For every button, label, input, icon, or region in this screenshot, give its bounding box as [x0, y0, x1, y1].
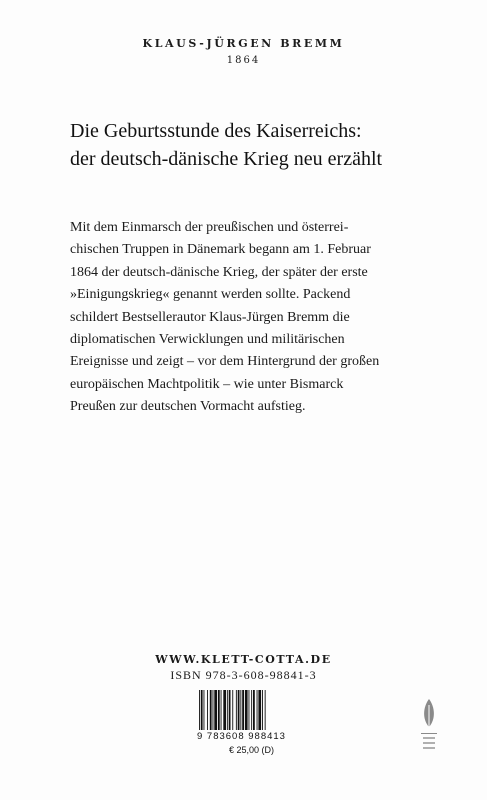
isbn-number: ISBN 978-3-608-98841-3: [170, 668, 317, 682]
blurb-line: europäischen Machtpolitik – wie unter Bismarck: [70, 376, 344, 392]
headline-line: Die Geburtsstunde des Kaiserreichs:: [70, 120, 362, 142]
fsc-leaf-icon: [420, 697, 438, 753]
blurb-line: »Einigungskrieg« genannt werden sollte. Packend: [70, 287, 351, 303]
blurb-line: chischen Truppen in Dänemark begann am 1. Februar: [70, 242, 371, 258]
blurb-text: [70, 217, 430, 419]
headline: [70, 117, 470, 173]
blurb-line: Mit dem Einmarsch der preußischen und österrei-: [70, 220, 349, 235]
blurb-line: schildert Bestsellerautor Klaus-Jürgen Bremm die: [70, 309, 350, 325]
publisher-website: WWW.KLETT-COTTA.DE: [155, 653, 332, 666]
blurb-line: Preußen zur deutschen Vormacht aufstieg.: [70, 399, 306, 415]
blurb-line: Ereignisse und zeigt – vor dem Hintergrund der großen: [70, 354, 380, 370]
cover-header: [0, 37, 487, 66]
barcode-block: [197, 690, 297, 742]
blurb-line: diplomatischen Verwicklungen und militärischen: [70, 332, 345, 348]
barcode-digits: 9 783608 988413: [197, 731, 286, 742]
author-name: KLAUS-JÜRGEN BREMM: [142, 37, 345, 50]
price-label: € 25,00 (D): [229, 745, 275, 755]
headline-line: der deutsch-dänische Krieg neu erzählt: [70, 148, 383, 170]
publisher-footer: [0, 653, 487, 683]
book-title-year: 1864: [226, 55, 261, 66]
barcode-image: [197, 690, 293, 730]
blurb-line: 1864 der deutsch-dänische Krieg, der später der erste: [70, 264, 368, 280]
